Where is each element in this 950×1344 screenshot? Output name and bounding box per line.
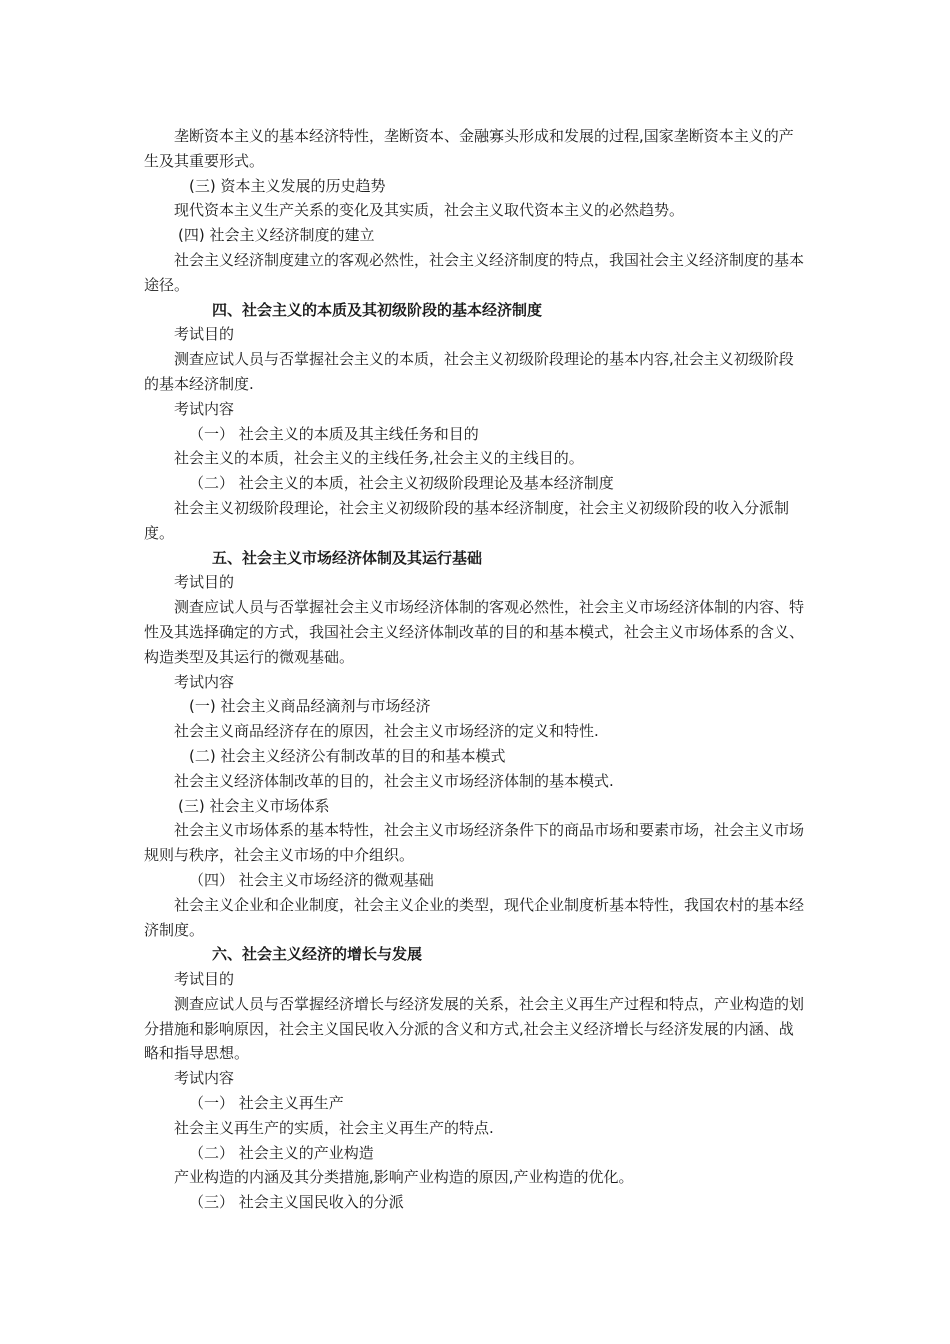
paragraph: 产业构造的内涵及其分类措施,影响产业构造的原因,产业构造的优化。 xyxy=(174,1168,634,1187)
label-exam-purpose: 考试目的 xyxy=(174,970,235,989)
paragraph: 社会主义再生产的实质，社会主义再生产的特点. xyxy=(174,1118,494,1137)
label-exam-purpose: 考试目的 xyxy=(174,325,235,344)
subsection-heading: （三） 社会主义国民收入的分派 xyxy=(189,1193,404,1212)
paragraph: 社会主义经济制度建立的客观必然性，社会主义经济制度的特点，我国社会主义经济制度的基本途径。 xyxy=(144,250,805,294)
subsection-heading: (二) 社会主义经济公有制改革的目的和基本模式 xyxy=(189,746,506,765)
document-page xyxy=(144,124,808,1215)
paragraph: 现代资本主义生产关系的变化及其实质，社会主义取代资本主义的必然趋势。 xyxy=(174,201,685,220)
subsection-heading: （二） 社会主义的本质，社会主义初级阶段理论及基本经济制度 xyxy=(189,474,614,493)
subsection-heading: (四) 社会主义经济制度的建立 xyxy=(178,226,375,245)
paragraph: 社会主义企业和企业制度，社会主义企业的类型，现代企业制度析基本特性，我国农村的基本经济制度。 xyxy=(144,895,805,939)
paragraph: 社会主义的本质，社会主义的主线任务,社会主义的主线目的。 xyxy=(174,449,584,468)
label-exam-purpose: 考试目的 xyxy=(174,573,235,592)
subsection-heading: （一） 社会主义的本质及其主线任务和目的 xyxy=(189,424,479,443)
subsection-heading: （二） 社会主义的产业构造 xyxy=(189,1143,374,1162)
subsection-heading: （一） 社会主义再生产 xyxy=(189,1094,344,1113)
subsection-heading: (三) 资本主义发展的历史趋势 xyxy=(189,176,386,195)
section-heading: 五、社会主义市场经济体制及其运行基础 xyxy=(212,548,483,567)
paragraph: 垄断资本主义的基本经济特性，垄断资本、金融寡头形成和发展的过程,国家垄断资本主义的产生及其重要形式。 xyxy=(144,127,794,170)
paragraph: 社会主义初级阶段理论，社会主义初级阶段的基本经济制度，社会主义初级阶段的收入分派制度。 xyxy=(144,498,790,542)
paragraph: 测查应试人员与否掌握经济增长与经济发展的关系，社会主义再生产过程和特点，产业构造的划分措施和影响原因，社会主义国民收入分派的含义和方式,社会主义经济增长与经济发展的内涵、战略和指导思想。 xyxy=(144,994,805,1063)
label-exam-content: 考试内容 xyxy=(174,1069,235,1088)
section-heading: 六、社会主义经济的增长与发展 xyxy=(212,945,423,964)
subsection-heading: （四） 社会主义市场经济的微观基础 xyxy=(189,870,434,889)
paragraph: 社会主义市场体系的基本特性，社会主义市场经济条件下的商品市场和要素市场，社会主义市场规则与秩序，社会主义市场的中介组织。 xyxy=(144,821,805,865)
subsection-heading: (三) 社会主义市场体系 xyxy=(178,796,330,815)
paragraph: 社会主义经济体制改革的目的，社会主义市场经济体制的基本模式. xyxy=(174,771,614,790)
label-exam-content: 考试内容 xyxy=(174,399,235,418)
label-exam-content: 考试内容 xyxy=(174,672,235,691)
paragraph: 社会主义商品经济存在的原因，社会主义市场经济的定义和特性. xyxy=(174,722,599,741)
subsection-heading: (一) 社会主义商品经滴剂与市场经济 xyxy=(189,697,431,716)
paragraph: 测查应试人员与否掌握社会主义市场经济体制的客观必然性，社会主义市场经济体制的内容、特性及其选择确定的方式，我国社会主义经济体制改革的目的和基本模式，社会主义市场体系的含义、构造类型及其运行的微观基础。 xyxy=(144,598,805,666)
paragraph: 测查应试人员与否掌握社会主义的本质，社会主义初级阶段理论的基本内容,社会主义初级阶段的基本经济制度. xyxy=(144,350,794,393)
section-heading: 四、社会主义的本质及其初级阶段的基本经济制度 xyxy=(212,300,543,319)
